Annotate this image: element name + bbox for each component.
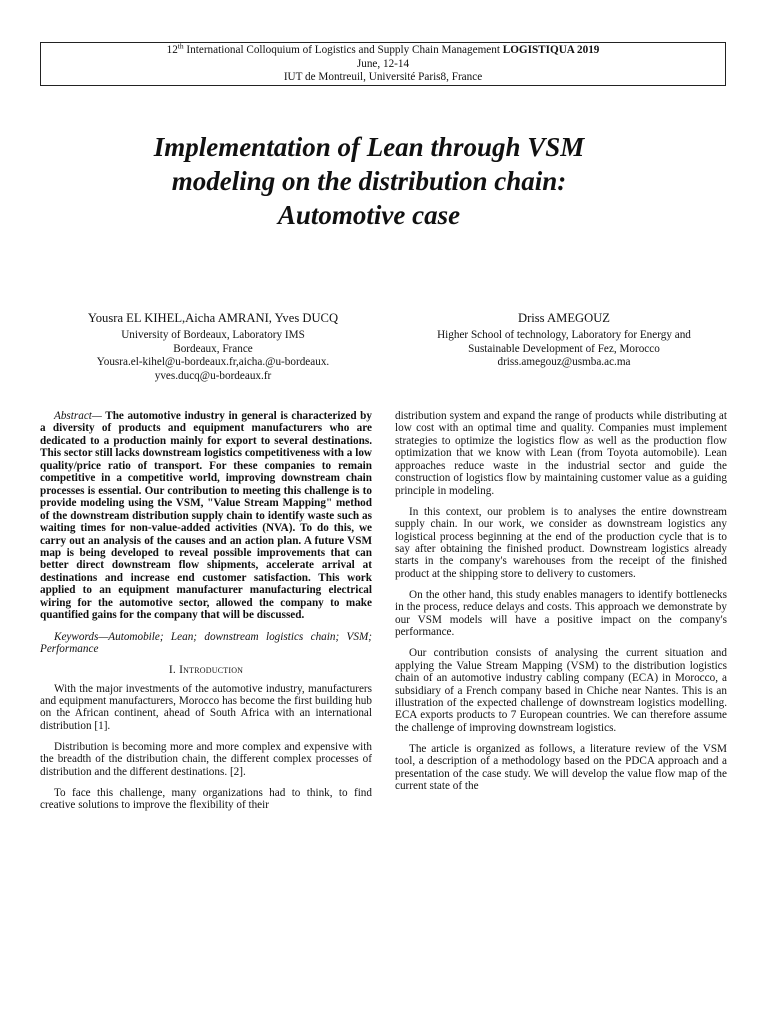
- author-block-left: [40, 310, 386, 383]
- conference-line: [41, 41, 725, 58]
- right-column: [395, 410, 727, 801]
- body-paragraph-right-1: distribution system and expand the range of products while distributing at low cost with an optimal time and quality. Companies must implement strategies to optimize the logistics flow as well as the production flow optimization that we know with Lean (from Toyota automobile). Lean approaches reduce waste in the industrial sector and guide the construction of logistics flow by maintaining customer value as a guiding principle in modeling.: [395, 410, 727, 497]
- conference-date: June, 12-14: [356, 57, 410, 70]
- body-paragraph-left-2: Distribution is becoming more and more complex and expensive with the breadth of the distribution chain, the different complex processes of distribution and the different destinations. [2].: [40, 740, 372, 778]
- title-line-2: modeling on the distribution chain:: [171, 166, 567, 196]
- author-names-right: Driss AMEGOUZ: [517, 311, 610, 325]
- title-line-1: Implementation of Lean through VSM: [153, 132, 585, 162]
- keywords: Keywords—Automobile; Lean; downstream logistics chain; VSM; Performance: [40, 630, 372, 656]
- paper-title: [60, 130, 678, 232]
- author-affiliation-left-1: University of Bordeaux, Laboratory IMS: [121, 329, 305, 341]
- section-heading-introduction: [40, 664, 372, 676]
- section-title: Introduction: [179, 663, 244, 677]
- body-paragraph-right-3: On the other hand, this study enables managers to identify bottlenecks in the process, reduce delays and costs. This approach we demonstrate by our VSM models will have a positive impact on the company's performance.: [395, 588, 727, 639]
- conference-ordinal-suffix: th: [177, 41, 184, 51]
- body-paragraph-left-3: To face this challenge, many organizations had to think, to find creative solutions to improve the flexibility of their: [40, 786, 372, 812]
- abstract: [40, 410, 372, 622]
- author-email-left-1: Yousra.el-kihel@u-bordeaux.fr,aicha.@u-bordeaux.: [96, 356, 330, 369]
- author-names-left: Yousra EL KIHEL,Aicha AMRANI, Yves DUCQ: [87, 311, 339, 325]
- conference-header: [40, 42, 726, 86]
- author-affiliation-left-2: Bordeaux, France: [173, 342, 253, 355]
- conference-venue: IUT de Montreuil, Université Paris8, France: [283, 71, 483, 83]
- body-paragraph-right-2: In this context, our problem is to analyses the entire downstream supply chain. In our work, we consider as downstream logistics any logistical process beginning at the end of the production cycle that is to say after obtaining the finished product. Downstream logistics already starts in the company's warehouses from the receipt of the finished product at the shipping store to delivery to customers.: [395, 505, 727, 580]
- author-block-right: [392, 310, 736, 370]
- left-column: [40, 410, 372, 820]
- author-email-right: driss.amegouz@usmba.ac.ma: [497, 356, 631, 369]
- section-number: I.: [168, 663, 176, 677]
- conference-ordinal: 12: [166, 44, 178, 56]
- author-email-left-2: yves.ducq@u-bordeaux.fr: [154, 369, 272, 382]
- abstract-text: The automotive industry in general is characterized by a diversity of products and equipment manufacturers who are dedicated to a production mainly for export to several destinations. This sector still lacks downstream logistics competitiveness with a low quality/price ratio of transport. For these companies to remain competitive in a competitive world, improving downstream chain processes is essential. Our contribution to meeting this challenge is to provide modeling using the VSM, "Value Stream Mapping" method of the downstream distribution supply chain to identify waste such as waiting times for non-value-added activities (NVA). To do this, we carry out an analysis of the causes and an action plan. A future VSM map is being developed to reveal possible improvements that can better direct downstream flow shipments, accelerate arrival at destinations and increase end customer satisfaction. This work applied to an equipment manufacturer manufacturing electrical wiring for the automotive sector, allowed the company to make quantified gains for the company that will be discussed.: [40, 410, 372, 622]
- author-affiliation-right-2: Sustainable Development of Fez, Morocco: [468, 342, 660, 355]
- body-paragraph-right-5: The article is organized as follows, a literature review of the VSM tool, a description of a methodology based on the PDCA approach and a presentation of the case study. We will develop the value flow map of the current state of the: [395, 742, 727, 793]
- body-paragraph-left-1: With the major investments of the automotive industry, manufacturers and equipment manufacturers, Morocco has become the first building hub on the African continent, ahead of South Africa with an international distribution [1].: [40, 682, 372, 732]
- body-paragraph-right-4: Our contribution consists of analysing the current situation and applying the Value Stream Mapping (VSM) to the distribution logistics chain of an automotive industry cabling company (ECA) in Morocco, a subsidiary of a French company based in Chiche near Nantes. This is an illustration of the expected challenge of downstream logistics modelling. ECA exports products to 7 European countries. We can therefore assume the challenge of improving downstream logistics.: [395, 647, 727, 734]
- conference-brand: LOGISTIQUA 2019: [502, 44, 600, 56]
- title-line-3: Automotive case: [277, 200, 461, 230]
- author-affiliation-right-1: Higher School of technology, Laboratory for Energy and: [437, 329, 691, 341]
- conference-name: International Colloquium of Logistics and Supply Chain Management: [183, 44, 503, 56]
- abstract-label: Abstract—: [54, 410, 102, 422]
